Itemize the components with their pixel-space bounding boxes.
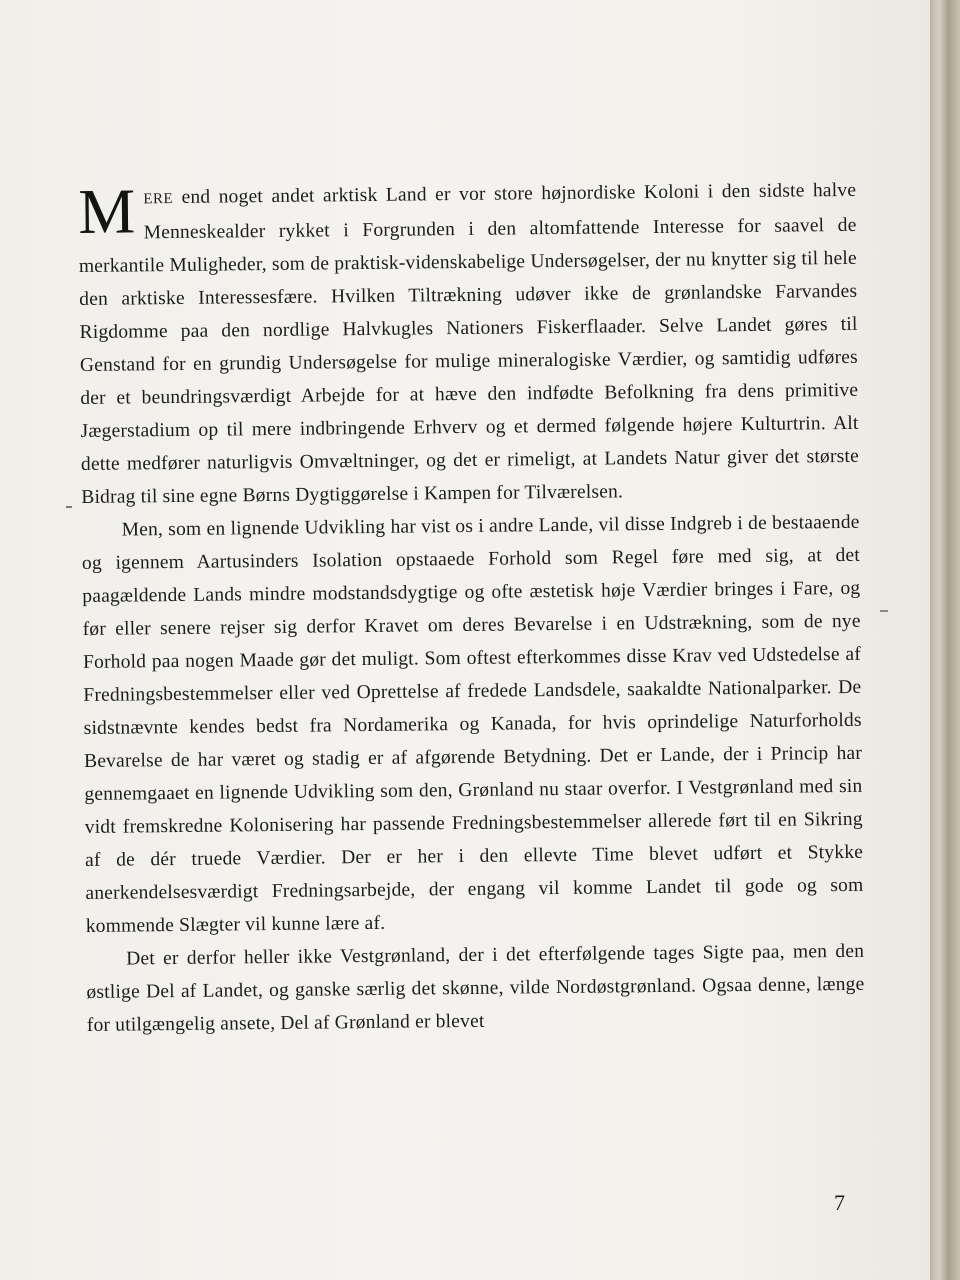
- page-number: 7: [834, 1190, 845, 1215]
- paragraph-3: [86, 935, 865, 1042]
- paragraph-2-text: Men, som en lignende Udvikling har vist os i andre Lande, vil disse Indgreb i de bestaaende og igennem Aartusinders Isolation opstaaede Forhold som Regel føre med sig, at det paagældende Lands mindre modstandsdygtige og ofte æstetisk høje Værdier bringes i Fare, og før eller senere rejser sig derfor Kravet om deres Bevarelse i en Udstrækning, som de nye Forhold paa nogen Maade gør det muligt. Som oftest efterkommes disse Krav ved Udstedelse af Fredningsbestemmelser eller ved Oprettelse af fredede Landsdele, saakaldte Nationalparker. De sidstnævnte kendes bedst fra Nordamerika og Kanada, for hvis oprindelige Naturforholds Bevarelse de har været og stadig er af afgørende Betydning. Det er Lande, der i Princip har gennemgaaet en lignende Udvikling som den, Grønland nu staar overfor. I Vestgrønland med sin vidt fremskredne Kolonisering har passende Fredningsbestemmelser allerede ført til en Sikring af de dér truede Værdier. Der er her i den ellevte Time blevet udført et Stykke anerkendelsesværdigt Fredningsarbejde, der engang vil komme Landet til gode og som kommende Slægter vil kunne lære af.: [81, 511, 864, 937]
- first-word-smallcaps: ERE: [143, 191, 174, 208]
- drop-cap: M: [77, 175, 136, 247]
- paragraph-2: [81, 506, 863, 943]
- paragraph-3-text: Det er derfor heller ikke Vestgrønland, der i det efterfølgende tages Sigte paa, men den østlige Del af Landet, og ganske særlig det skønne, vilde Nordøstgrønland. Ogsaa denne, længe for utilgængelig ansete, Del af Grønland er blevet: [86, 940, 865, 1036]
- margin-mark: [66, 506, 72, 508]
- body-text: [78, 174, 865, 1042]
- page-stack-edge: [930, 0, 960, 1280]
- paragraph-1-text: end noget andet arktisk Land er vor store højnordiske Koloni i den sidste halve Menneskealder rykket i Forgrunden i den altomfattende Interesse for saavel de merkantile Muligheder, som de praktisk-videnskabelige Undersøgelser, der nu knytter sig til hele den arktiske Interessesfære. Hvilken Tiltrækning udøver ikke de grønlandske Farvandes Rigdomme paa den nordlige Halvkugles Nationers Fiskerflaader. Selve Landet gøres til Genstand for en grundig Undersøgelse for mulige mineralogiske Værdier, og samtidig udføres der et beundringsværdigt Arbejde for at hæve den indfødte Befolkning fra dens primitive Jægerstadium op til mere indbringende Erhverv og et dermed følgende højere Kulturtrin. Alt dette medfører naturligvis Omvæltninger, og det er rimeligt, at Landets Natur giver det største Bidrag til sine egne Børns Dygtiggørelse i Kampen for Tilværelsen.: [78, 179, 860, 508]
- margin-mark: [880, 610, 888, 612]
- paragraph-1: [78, 174, 859, 514]
